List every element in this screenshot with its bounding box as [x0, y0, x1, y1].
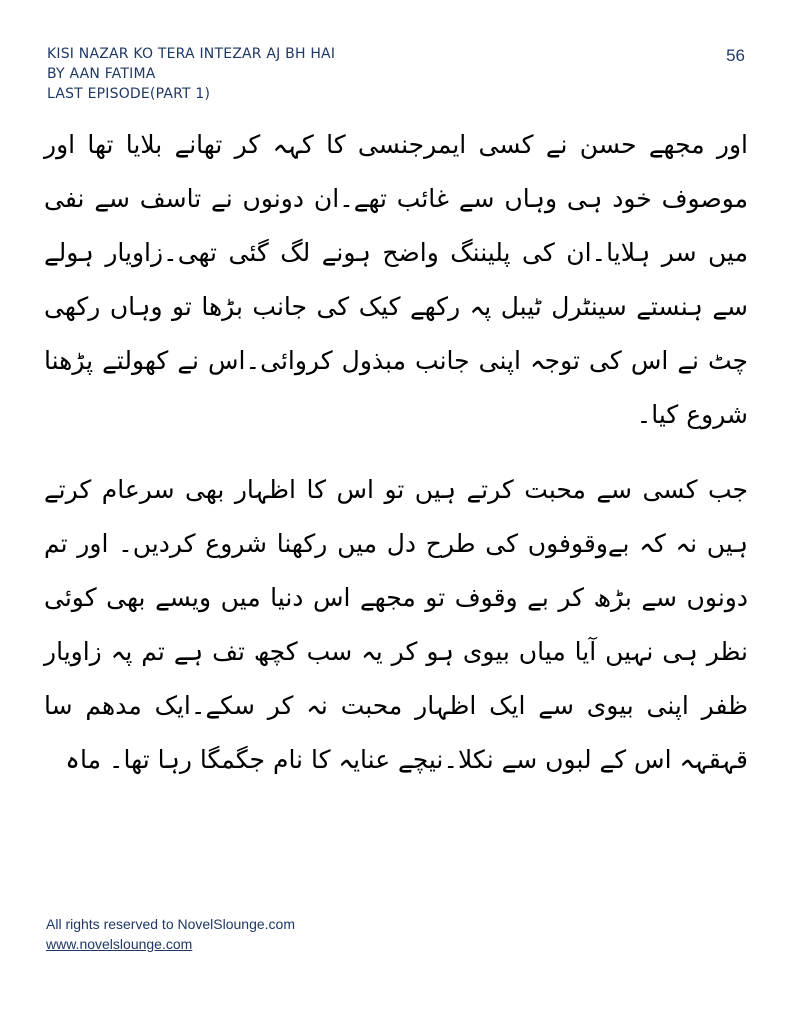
- episode-line: LAST EPISODE(PART 1): [47, 86, 211, 102]
- page-number: 56: [726, 46, 745, 65]
- author-line: BY AAN FATIMA: [47, 66, 156, 82]
- paragraph-1: اور مجھے حسن نے کسی ایمرجنسی کا کہہ کر تھانے بلایا تھا اور موصوف خود ہی وہاں سے غائب تھے۔ان دونوں نے تاسف سے نفی میں سر ہلایا۔ان کی پلیننگ واضح ہونے لگ گئی تھی۔زاویار ہولے سے ہنستے سینٹرل ٹیبل پہ رکھے کیک کی جانب بڑھا تو وہاں رکھی چٹ نے اس کی توجہ اپنی جانب مبذول کروائی۔اس نے کھولتے پڑھنا شروع کیا۔: [44, 130, 748, 429]
- copyright-notice: All rights reserved to NovelSlounge.com: [46, 916, 296, 932]
- story-body: [44, 118, 748, 787]
- novel-title: KISI NAZAR KO TERA INTEZAR AJ BH HAI: [47, 46, 336, 62]
- paragraph-2: جب کسی سے محبت کرتے ہیں تو اس کا اظہار بھی سرعام کرتے ہیں نہ کہ بےوقوفوں کی طرح دل میں رکھنا شروع کردیں۔ اور تم دونوں سے بڑھ کر بے وقوف تو مجھے اس دنیا میں ویسے بھی کوئی نظر ہی نہیں آیا میاں بیوی ہو کر یہ سب کچھ تف ہے تم پہ زاویار ظفر اپنی بیوی سے ایک اظہار محبت نہ کر سکے۔ایک مدھم سا قہقہہ اس کے لبوں سے نکلا۔نیچے عنایہ کا نام جگمگا رہا تھا۔ ماہ: [44, 475, 748, 774]
- page-header: [47, 44, 547, 104]
- website-link[interactable]: www.novelslounge.com: [46, 936, 193, 952]
- page-footer: [46, 914, 295, 954]
